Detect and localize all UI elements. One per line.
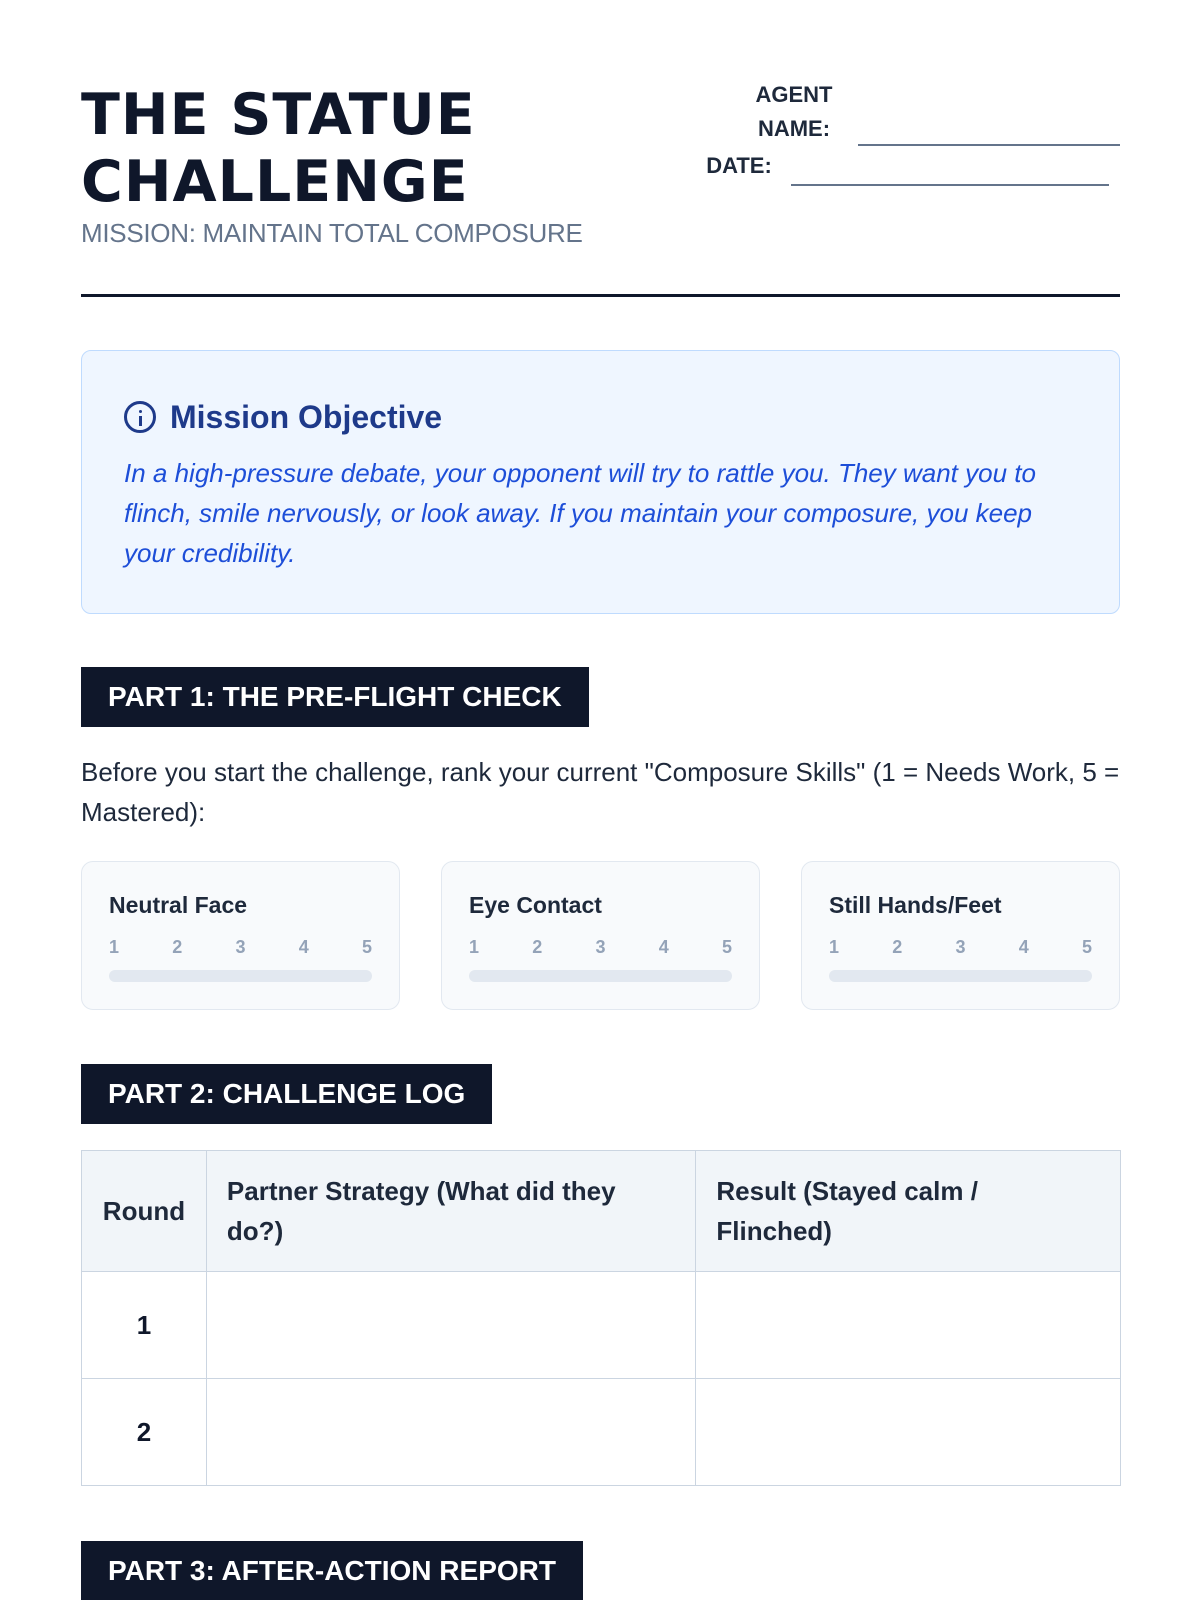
skill-card-still-hands-feet [801, 861, 1120, 1010]
info-icon [124, 401, 156, 433]
rating-track[interactable] [469, 970, 732, 982]
page-title [81, 82, 641, 216]
mission-subtitle: MISSION: MAINTAIN TOTAL COMPOSURE [81, 218, 583, 248]
title-line-1: THE STATUE [81, 82, 476, 148]
column-header-round: Round [82, 1151, 207, 1272]
mission-objective-box [81, 350, 1120, 614]
result-cell[interactable] [696, 1379, 1121, 1486]
objective-title: Mission Objective [170, 398, 443, 435]
strategy-cell[interactable] [206, 1379, 695, 1486]
header-divider [81, 294, 1120, 297]
part3-heading: PART 3: AFTER-ACTION REPORT [81, 1541, 583, 1600]
part2-heading: PART 2: CHALLENGE LOG [81, 1064, 492, 1124]
column-header-result: Result (Stayed calm / Flinched) [696, 1151, 1121, 1272]
rating-option[interactable]: 4 [298, 937, 309, 957]
rating-option[interactable]: 1 [469, 937, 480, 957]
rating-option[interactable]: 3 [595, 937, 606, 957]
date-field[interactable] [791, 184, 1109, 186]
challenge-log-table [81, 1150, 1121, 1486]
skill-card-eye-contact [441, 861, 760, 1010]
rating-option[interactable]: 2 [172, 937, 183, 957]
rating-option[interactable]: 5 [1081, 937, 1092, 957]
table-row [82, 1379, 1121, 1486]
round-cell: 1 [82, 1272, 207, 1379]
objective-text: In a high-pressure debate, your opponent will try to rattle you. They want you to flinch, smile nervously, or look away. If you maintain your composure, you keep your credibility. [124, 458, 1036, 568]
rating-option[interactable]: 4 [658, 937, 669, 957]
rating-scale [469, 937, 732, 958]
agent-fields [705, 82, 1120, 192]
agent-name-field[interactable] [858, 144, 1120, 146]
worksheet-header [81, 82, 1120, 297]
rating-option[interactable]: 4 [1018, 937, 1029, 957]
part1-intro: Before you start the challenge, rank your current "Composure Skills" (1 = Needs Work, 5 = Mastered): [81, 757, 1120, 827]
worksheet-page [81, 0, 1120, 1600]
rating-option[interactable]: 1 [109, 937, 120, 957]
skill-name: Still Hands/Feet [829, 892, 1002, 918]
rating-scale [829, 937, 1092, 958]
agent-name-label: AGENT NAME: [755, 82, 833, 141]
column-header-strategy: Partner Strategy (What did they do?) [206, 1151, 695, 1272]
skill-card-neutral-face [81, 861, 400, 1010]
rating-option[interactable]: 3 [235, 937, 246, 957]
strategy-cell[interactable] [206, 1272, 695, 1379]
part1-heading: PART 1: THE PRE-FLIGHT CHECK [81, 667, 589, 727]
rating-option[interactable]: 5 [361, 937, 372, 957]
date-label: DATE: [706, 153, 772, 178]
table-header-row [82, 1151, 1121, 1272]
rating-track[interactable] [829, 970, 1092, 982]
table-row [82, 1272, 1121, 1379]
objective-heading [124, 393, 442, 441]
rating-option[interactable]: 1 [829, 937, 840, 957]
skill-name: Neutral Face [109, 892, 248, 918]
result-cell[interactable] [696, 1272, 1121, 1379]
rating-option[interactable]: 2 [532, 937, 543, 957]
rating-option[interactable]: 5 [721, 937, 732, 957]
skill-name: Eye Contact [469, 892, 602, 918]
title-line-2: CHALLENGE [81, 149, 469, 215]
rating-track[interactable] [109, 970, 372, 982]
rating-scale [109, 937, 372, 958]
round-cell: 2 [82, 1379, 207, 1486]
rating-option[interactable]: 3 [955, 937, 966, 957]
rating-option[interactable]: 2 [892, 937, 903, 957]
